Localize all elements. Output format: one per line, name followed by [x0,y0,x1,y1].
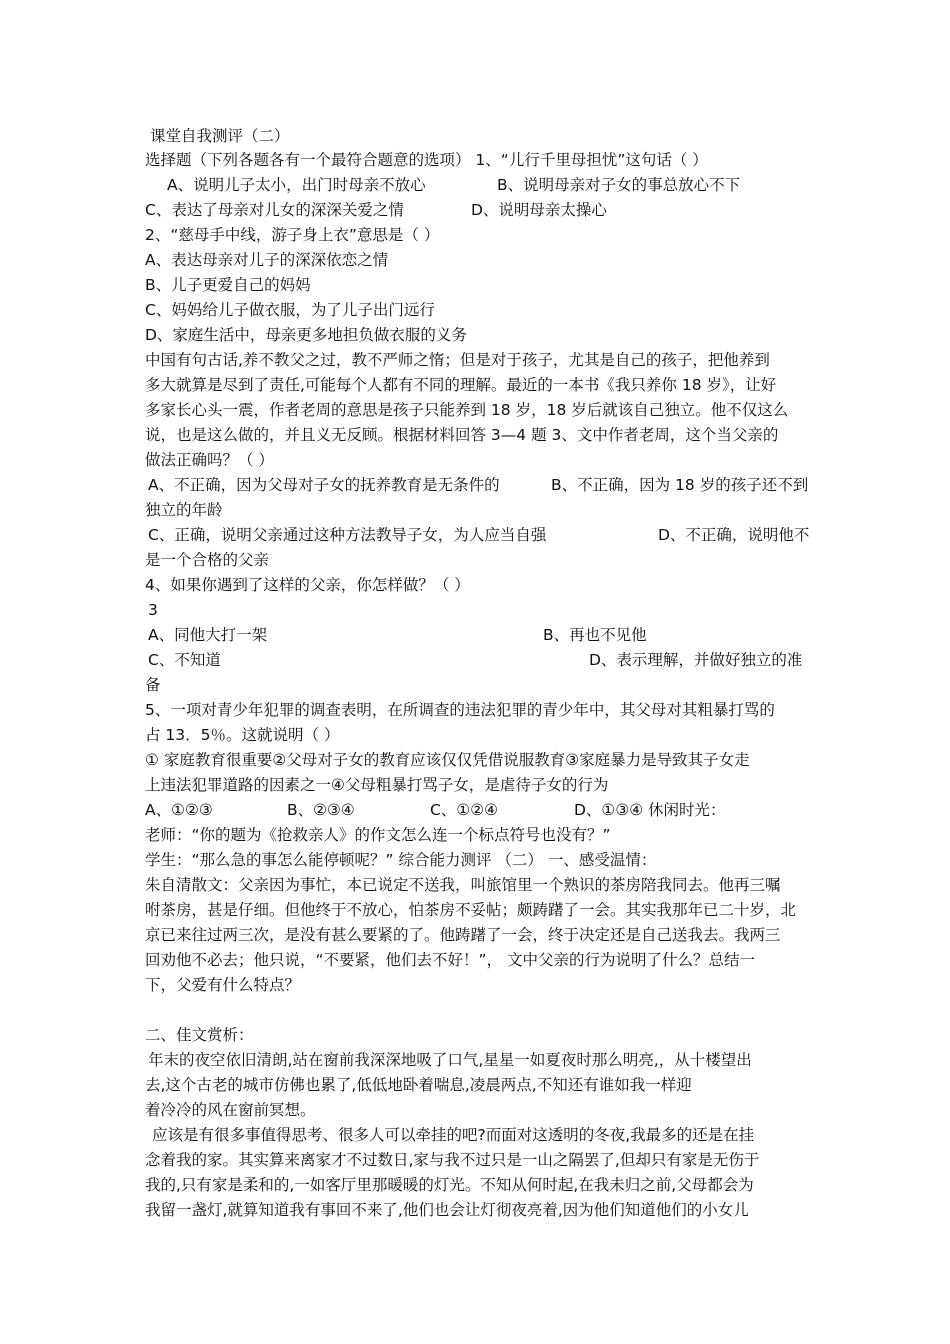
q4-option-d: D、表示理解，并做好独立的准 [589,651,803,669]
essay-line: 年末的夜空依旧清朗,站在窗前我深深地吸了口气,星星一如夏夜时那么明亮,，从十楼望出 [148,1051,752,1069]
q1-option-a: A、说明儿子太小，出门时母亲不放心 [167,176,426,194]
q3-option-c: C、正确，说明父亲通过这种方法教导子女，为人应当自强 [148,526,547,544]
material-paragraph-line: 说，也是这么做的，并且义无反顾。根据材料回答 3—4 题 3、文中作者老周，这个当父亲的 [145,426,779,444]
essay-line: 念着我的家。其实算来离家才不过数日,家与我不过只是一山之隔罢了,但却只有家是无伤于 [145,1151,760,1169]
question-2-stem: 2、“慈母手中线，游子身上衣”意思是（ ） [145,226,440,244]
q2-option-d: D、家庭生活中，母亲更多地担负做衣服的义务 [145,326,467,344]
q5-statements: 上违法犯罪道路的因素之一④父母粗暴打骂子女，是虐待子女的行为 [145,776,609,794]
q2-option-a: A、表达母亲对儿子的深深依恋之情 [145,251,389,269]
joke-student-line: 学生：“那么急的事怎么能停顿呢？” 综合能力测评 （二） 一、感受温情： [145,851,657,869]
joke-teacher-line: 老师：“你的题为《抢救亲人》的作文怎么连一个标点符号也没有？” [145,826,611,844]
question-1-stem: 选择题（下列各题各有一个最符合题意的选项） 1、“儿行千里母担忧”这句话（ ） [145,151,708,169]
q5-option-c: C、①②④ [430,801,499,819]
q3-option-b-continued: 独立的年龄 [145,501,223,519]
prose-excerpt-line: 朱自清散文：父亲因为事忙，本已说定不送我，叫旅馆里一个熟识的茶房陪我同去。他再三嘱 [145,876,781,894]
q2-option-b: B、儿子更爱自己的妈妈 [145,276,311,294]
material-paragraph-line: 多家长心头一震，作者老周的意思是孩子只能养到 18 岁，18 岁后就该自己独立。他不仅这么 [145,401,789,419]
q5-option-d: D、①③④ 休闲时光： [574,801,726,819]
essay-line: 着冷冷的风在窗前冥想。 [145,1101,316,1119]
section-heading: 二、佳文赏析： [145,1026,254,1044]
q1-option-b: B、说明母亲对子女的事总放心不下 [497,176,741,194]
essay-line: 我留一盏灯,就算知道我有事回不来了,他们也会让灯彻夜亮着,因为他们知道他们的小女儿 [145,1201,749,1219]
question-5-stem: 5、一项对青少年犯罪的调查表明，在所调查的违法犯罪的青少年中，其父母对其粗暴打骂的 [145,701,775,719]
q4-option-c: C、不知道 [148,651,221,669]
question-5-stem: 占 13．5％。这就说明（ ） [145,726,340,744]
essay-line: 我的,只有家是柔和的,一如客厅里那暖暖的灯光。不知从何时起,在我未归之前,父母都会为 [145,1176,754,1194]
prose-excerpt-line: 京已来往过两三次，是没有甚么要紧的了。他踌躇了一会，终于决定还是自己送我去。我两三 [145,926,781,944]
q3-option-d-continued: 是一个合格的父亲 [145,551,270,569]
q1-option-c: C、表达了母亲对儿女的深深关爱之情 [145,201,404,219]
material-paragraph-line: 多大就算是尽到了责任,可能每个人都有不同的理解。最近的一本书《我只养你 18 岁》，让好 [145,376,777,394]
essay-line: 去,这个古老的城市仿佛也累了,低低地卧着喘息,凌晨两点,不知还有谁如我一样迎 [145,1076,692,1094]
q2-option-c: C、妈妈给儿子做衣服，为了儿子出门远行 [145,301,435,319]
q5-option-a: A、①②③ [145,801,213,819]
prose-excerpt-line: 下，父爱有什么特点？ [145,976,301,994]
prose-excerpt-line: 回劝他不必去；他只说，“不要紧，他们去不好！”， 文中父亲的行为说明了什么？总结一 [145,951,755,969]
q3-option-a: A、不正确，因为父母对子女的抚养教育是无条件的 [148,476,500,494]
essay-line: 应该是有很多事值得思考、很多人可以牵挂的吧?而面对这透明的冬夜,我最多的还是在挂 [152,1126,755,1144]
q4-option-d-continued: 备 [145,676,161,694]
material-paragraph-line: 中国有句古话,养不教父之过，教不严师之惰；但是对于孩子，尤其是自己的孩子，把他养到 [145,351,770,369]
q1-option-d: D、说明母亲太操心 [471,201,607,219]
q3-option-b: B、不正确，因为 18 岁的孩子还不到 [551,476,809,494]
prose-excerpt-line: 咐茶房，甚是仔细。但他终于不放心，怕茶房不妥帖；颇踌躇了一会。其实我那年已二十岁，北 [145,901,797,919]
document-title: 课堂自我测评（二） [150,127,290,145]
q4-option-b: B、再也不见他 [543,626,647,644]
q4-option-a: A、同他大打一架 [148,626,268,644]
q5-statements: ① 家庭教育很重要②父母对子女的教育应该仅仅凭借说服教育③家庭暴力是导致其子女走 [145,751,750,769]
stray-number: 3 [148,601,158,619]
question-4-stem: 4、如果你遇到了这样的父亲，你怎样做？（ ） [145,576,470,594]
question-3-stem: 做法正确吗？（ ） [145,451,274,469]
q5-option-b: B、②③④ [287,801,355,819]
q3-option-d: D、不正确，说明他不 [658,526,810,544]
